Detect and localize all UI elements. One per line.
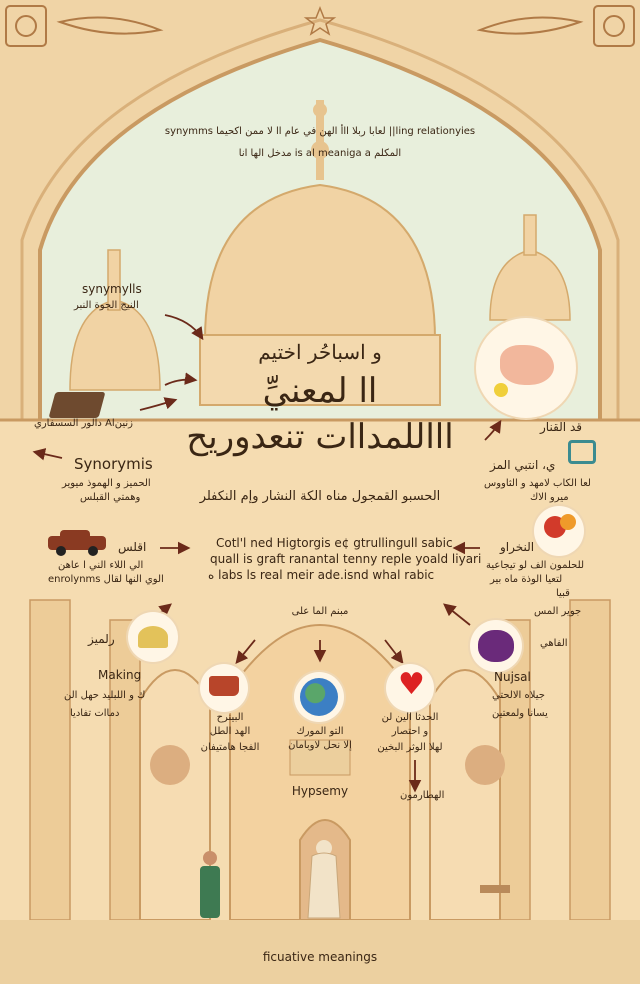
crown-ar-1: البينرح xyxy=(216,712,244,723)
label-synonyms-ar-2: وهمتي القبلس xyxy=(80,492,141,503)
book-icon xyxy=(49,392,106,418)
label-bird: قد القنار xyxy=(540,420,582,434)
title-subtitle: الحسبو القمجول مناه الكة النشار وإم النكفلر xyxy=(199,489,441,504)
label-arabic-book: دالور السسفاري Alزنين xyxy=(34,418,133,429)
heart-icon: ♥ xyxy=(398,667,425,702)
label-eggplant-ar-2: يسانا ولمعتين xyxy=(492,708,548,719)
crown-ar-3: الفجا هامتيفان xyxy=(200,742,260,753)
label-hypsemy-right: الهطارمون xyxy=(400,790,445,801)
footer-text: ficuative meanings xyxy=(262,950,378,964)
label-car-ar: الي اللاء الني ا عاهن xyxy=(58,560,144,571)
label-eggplant-2: الفاهي xyxy=(540,638,568,649)
tools-icon xyxy=(568,440,596,464)
label-synonyms-top: synymylls xyxy=(82,282,142,296)
crown-ar-2: الهد الطل xyxy=(209,726,251,737)
label-fruit-ar-1: للحلمون الف لو تيجاعية xyxy=(486,560,584,571)
eggplant-icon xyxy=(478,630,514,662)
title-line-3: اااللمداات تنعدوريح xyxy=(186,417,454,457)
label-making-ar: رلميز xyxy=(88,632,115,646)
label-fruit-ar-2: لتعيا الوذة ماه بير xyxy=(490,574,563,585)
center-line-3: ه labs ls real meir ade.isnd whal rabic xyxy=(208,568,435,582)
label-eggplant-en: Nujsal xyxy=(494,670,531,684)
heart-ar-2: و احتصار xyxy=(391,726,429,737)
car-icon xyxy=(48,530,108,554)
globe-icon xyxy=(300,678,338,716)
label-tools: ي، انتبي المز xyxy=(490,458,556,472)
title-line-2: اا لمعنيِّ xyxy=(262,371,378,411)
label-car-en: enrolynms الوي النها لقال xyxy=(48,574,164,585)
label-synonyms: Synorymis xyxy=(74,455,153,473)
heart-ar-1: الحدثا الين لن xyxy=(381,712,439,723)
label-eggplant-ar-1: جيلاه الالحتي xyxy=(492,690,545,701)
header-line-1: synymms لعابا ربلا ااأ الهن في عام اا لا ممن اكحيما ||ling relationyies xyxy=(164,126,476,137)
bird-icon xyxy=(500,345,554,385)
label-car: اقلس xyxy=(118,540,147,554)
globe-ar-2: إلا نحل لاوبامان xyxy=(288,740,352,751)
orange-icon xyxy=(560,514,576,530)
label-eggplant-1: جوير المس xyxy=(534,606,582,617)
label-making: Making xyxy=(98,668,142,682)
globe-ar-1: التو المورك xyxy=(296,726,344,737)
label-tools-ar-2: ميرو الاك xyxy=(530,492,569,503)
fan-icon xyxy=(138,626,168,648)
center-line-1: Cotl'l ned Higtorgis e¢ gtrullingull sabic xyxy=(216,536,453,550)
label-synonyms-ar-1: الحميز و الهموذ ميوير xyxy=(62,478,151,489)
arch-label: مبنم الما على xyxy=(291,606,349,617)
label-making-ar-3: دماات تفاديا xyxy=(70,708,120,719)
header-line-2: مدخل الها انا is al meaniga a المكلم xyxy=(238,148,402,159)
center-line-2: quall is graft ranantal tenny reple yoald liyari xyxy=(210,552,482,566)
title-line-1: و اسباحُر اختيم xyxy=(258,340,382,364)
flower-icon xyxy=(494,383,508,397)
label-fruit-ar-3: قبيا xyxy=(556,588,570,599)
crown-icon xyxy=(209,676,239,696)
label-making-ar-2: ك و اللبليد حهل الن xyxy=(64,690,146,701)
label-tools-ar: لعا الكاب لامهد و الثاووس xyxy=(484,478,591,489)
label-synonyms-top-ar: النيج الجوة النبر xyxy=(74,300,139,311)
heart-ar-3: لهلا الوثر البخين xyxy=(377,742,443,753)
label-hypsemy: Hypsemy xyxy=(291,784,349,798)
label-fruit: النخراو xyxy=(500,540,535,554)
